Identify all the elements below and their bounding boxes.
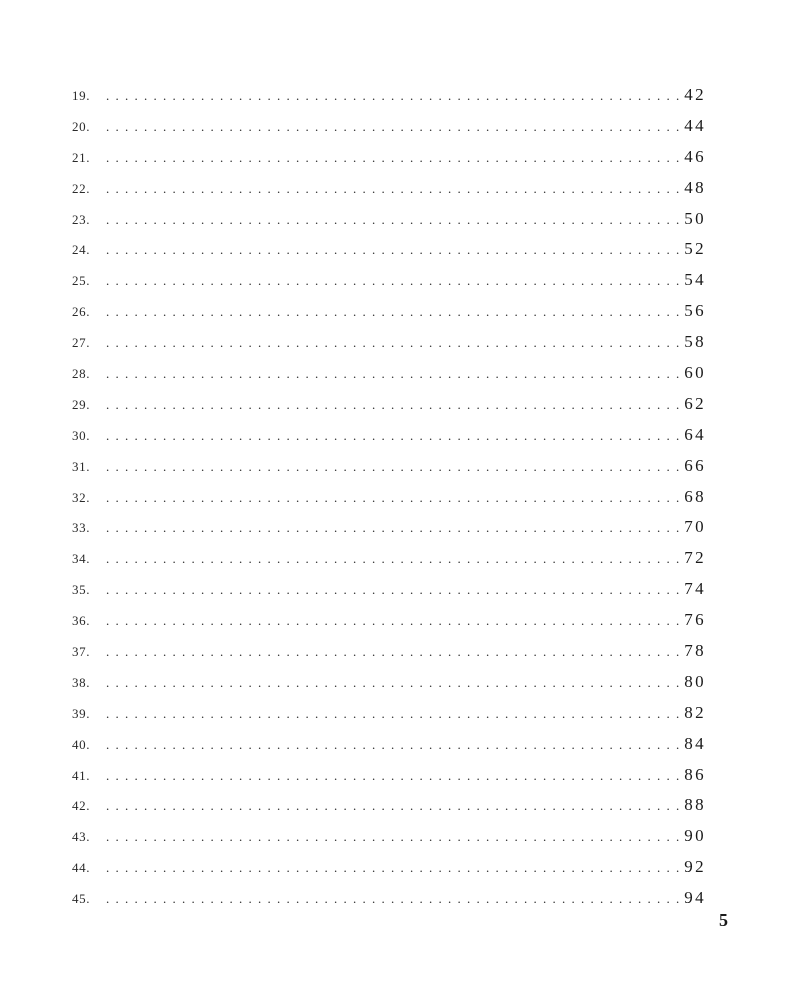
toc-entry[interactable] bbox=[72, 698, 706, 729]
dot-leader bbox=[106, 575, 682, 606]
dot-leader bbox=[106, 606, 682, 637]
toc-entry[interactable] bbox=[72, 883, 706, 914]
dot-leader bbox=[106, 853, 682, 884]
dot-leader bbox=[106, 328, 682, 359]
dot-leader bbox=[106, 822, 682, 853]
dot-leader bbox=[106, 235, 682, 266]
entry-page-number: 46 bbox=[684, 146, 706, 166]
dot-leader bbox=[106, 452, 682, 483]
entry-number: 37. bbox=[72, 644, 91, 660]
entry-page-number: 92 bbox=[684, 857, 706, 877]
entry-page-number: 58 bbox=[684, 332, 706, 352]
entry-number: 44. bbox=[72, 860, 91, 876]
entry-number: 39. bbox=[72, 705, 91, 721]
toc-entry[interactable] bbox=[72, 605, 706, 636]
dot-leader bbox=[106, 791, 682, 822]
page-number: 5 bbox=[719, 910, 728, 930]
dot-leader bbox=[106, 513, 682, 544]
entry-page-number: 82 bbox=[684, 702, 706, 722]
entry-page-number: 62 bbox=[684, 393, 706, 413]
entry-page-number: 56 bbox=[684, 301, 706, 321]
toc-entry[interactable] bbox=[72, 389, 706, 420]
entry-number: 21. bbox=[72, 149, 91, 165]
dot-leader bbox=[106, 761, 682, 792]
toc-entry[interactable] bbox=[72, 296, 706, 327]
toc-entry[interactable] bbox=[72, 142, 706, 173]
entry-number: 20. bbox=[72, 118, 91, 134]
toc-entry[interactable] bbox=[72, 636, 706, 667]
toc-entry[interactable] bbox=[72, 543, 706, 574]
entry-number: 28. bbox=[72, 366, 91, 382]
entry-page-number: 44 bbox=[684, 115, 706, 135]
entry-number: 35. bbox=[72, 582, 91, 598]
entry-page-number: 64 bbox=[684, 424, 706, 444]
entry-number: 26. bbox=[72, 304, 91, 320]
toc-entry[interactable] bbox=[72, 821, 706, 852]
dot-leader bbox=[106, 205, 682, 236]
entry-page-number: 48 bbox=[684, 177, 706, 197]
toc-entry[interactable] bbox=[72, 234, 706, 265]
entry-number: 38. bbox=[72, 674, 91, 690]
entry-number: 22. bbox=[72, 180, 91, 196]
entry-page-number: 66 bbox=[684, 455, 706, 475]
entry-page-number: 88 bbox=[684, 795, 706, 815]
entry-page-number: 78 bbox=[684, 641, 706, 661]
toc-entry[interactable] bbox=[72, 80, 706, 111]
entry-page-number: 52 bbox=[684, 239, 706, 259]
dot-leader bbox=[106, 112, 682, 143]
entry-number: 45. bbox=[72, 891, 91, 907]
entry-page-number: 74 bbox=[684, 579, 706, 599]
dot-leader bbox=[106, 668, 682, 699]
dot-leader bbox=[106, 699, 682, 730]
dot-leader bbox=[106, 266, 682, 297]
toc-entry[interactable] bbox=[72, 852, 706, 883]
entry-page-number: 80 bbox=[684, 671, 706, 691]
dot-leader bbox=[106, 297, 682, 328]
toc-entry[interactable] bbox=[72, 173, 706, 204]
entry-number: 27. bbox=[72, 335, 91, 351]
toc-entry[interactable] bbox=[72, 265, 706, 296]
entry-number: 29. bbox=[72, 396, 91, 412]
entry-number: 24. bbox=[72, 242, 91, 258]
toc-entry[interactable] bbox=[72, 111, 706, 142]
toc-entry[interactable] bbox=[72, 667, 706, 698]
dot-leader bbox=[106, 174, 682, 205]
entry-page-number: 68 bbox=[684, 486, 706, 506]
dot-leader bbox=[106, 884, 682, 915]
dot-leader bbox=[106, 359, 682, 390]
entry-number: 33. bbox=[72, 520, 91, 536]
toc-entry[interactable] bbox=[72, 327, 706, 358]
dot-leader bbox=[106, 390, 682, 421]
toc-entry[interactable] bbox=[72, 358, 706, 389]
entry-page-number: 76 bbox=[684, 610, 706, 630]
dot-leader bbox=[106, 483, 682, 514]
toc-entry[interactable] bbox=[72, 482, 706, 513]
toc-entry[interactable] bbox=[72, 574, 706, 605]
dot-leader bbox=[106, 143, 682, 174]
entry-number: 42. bbox=[72, 798, 91, 814]
entry-number: 34. bbox=[72, 551, 91, 567]
entry-page-number: 86 bbox=[684, 764, 706, 784]
entry-page-number: 60 bbox=[684, 363, 706, 383]
entry-number: 31. bbox=[72, 458, 91, 474]
entry-number: 23. bbox=[72, 211, 91, 227]
toc-entry[interactable] bbox=[72, 204, 706, 235]
entry-number: 40. bbox=[72, 736, 91, 752]
toc-entry[interactable] bbox=[72, 760, 706, 791]
entry-page-number: 90 bbox=[684, 826, 706, 846]
dot-leader bbox=[106, 81, 682, 112]
toc-entry[interactable] bbox=[72, 729, 706, 760]
dot-leader bbox=[106, 544, 682, 575]
entry-page-number: 84 bbox=[684, 733, 706, 753]
entry-number: 25. bbox=[72, 273, 91, 289]
entry-number: 32. bbox=[72, 489, 91, 505]
entry-number: 43. bbox=[72, 829, 91, 845]
toc-entry[interactable] bbox=[72, 512, 706, 543]
toc-entry[interactable] bbox=[72, 420, 706, 451]
toc-entry[interactable] bbox=[72, 451, 706, 482]
dot-leader bbox=[106, 637, 682, 668]
entry-page-number: 54 bbox=[684, 270, 706, 290]
table-of-contents bbox=[72, 80, 706, 914]
entry-page-number: 42 bbox=[684, 85, 706, 104]
dot-leader bbox=[106, 421, 682, 452]
entry-number: 30. bbox=[72, 427, 91, 443]
dot-leader bbox=[106, 730, 682, 761]
entry-page-number: 50 bbox=[684, 208, 706, 228]
toc-entry[interactable] bbox=[72, 790, 706, 821]
entry-number: 19. bbox=[72, 88, 91, 103]
entry-number: 36. bbox=[72, 613, 91, 629]
entry-page-number: 72 bbox=[684, 548, 706, 568]
entry-page-number: 70 bbox=[684, 517, 706, 537]
entry-number: 41. bbox=[72, 767, 91, 783]
entry-page-number: 94 bbox=[684, 888, 706, 908]
